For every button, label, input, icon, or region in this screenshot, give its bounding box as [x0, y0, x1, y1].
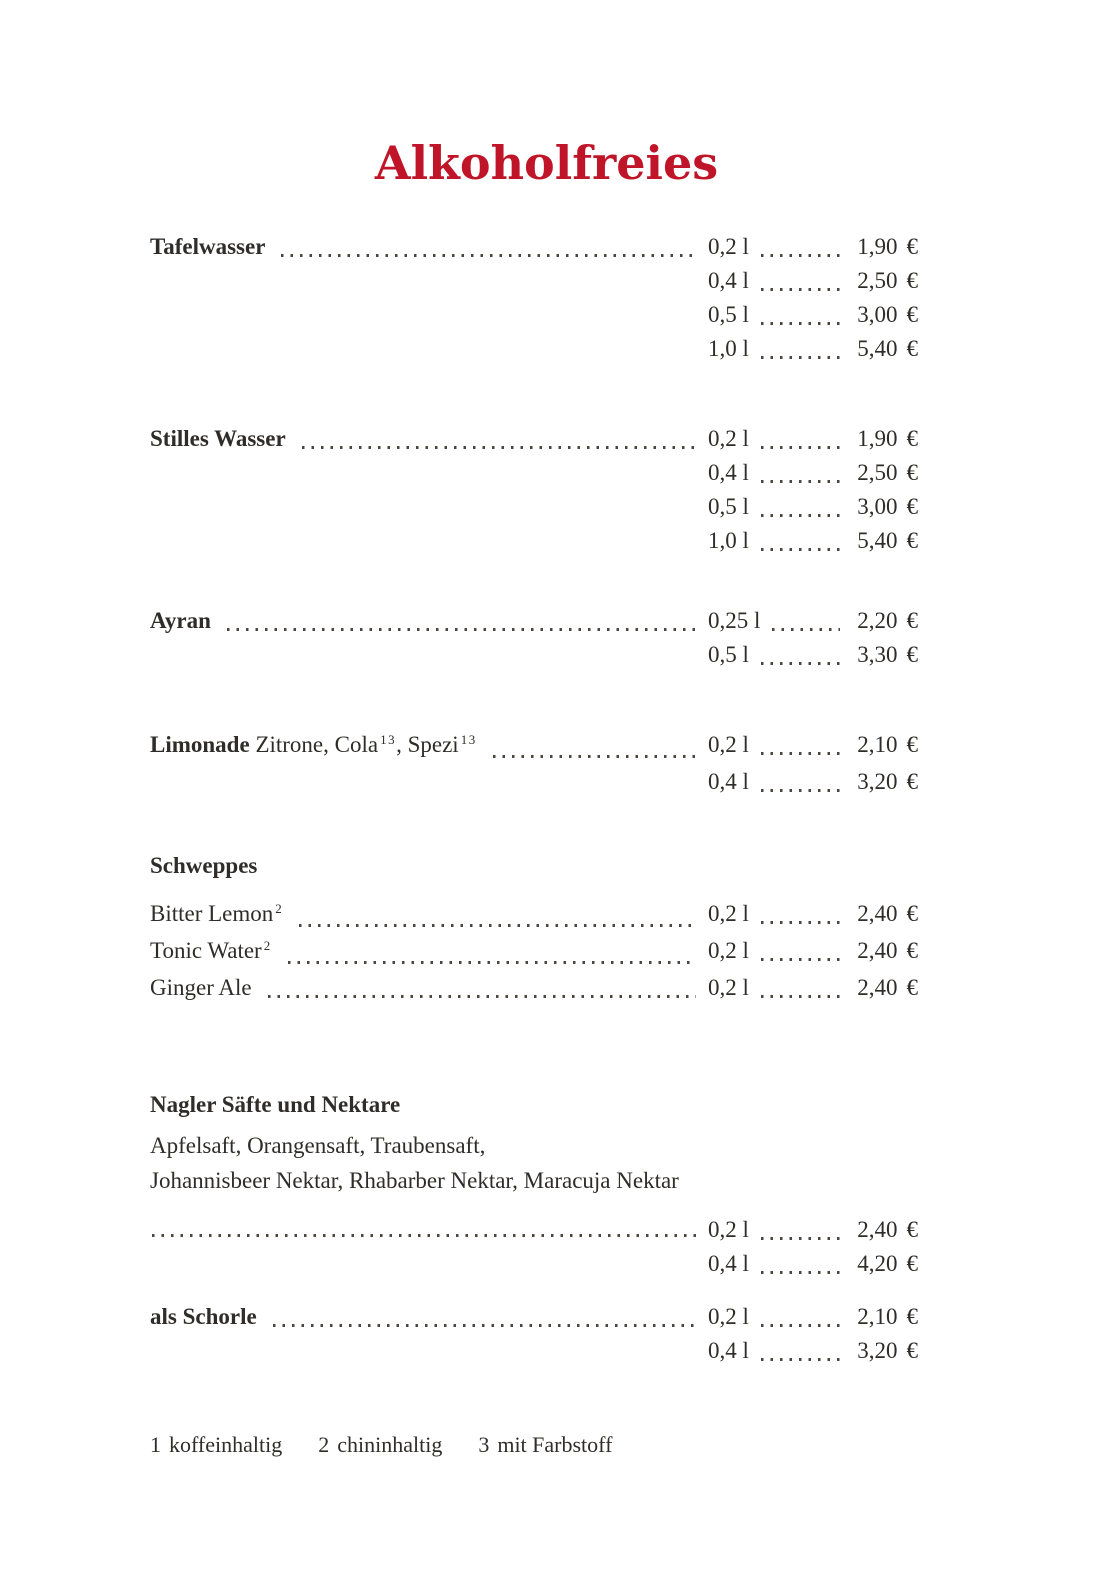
- menu-row: [150, 638, 918, 672]
- dotted-leader: [761, 1324, 840, 1327]
- currency-symbol: €: [906, 425, 918, 451]
- menu-row: [150, 765, 918, 799]
- footnote: [150, 1430, 282, 1460]
- price-columns: [708, 1334, 918, 1368]
- price-columns: [708, 456, 918, 490]
- price-value: 1,90: [857, 233, 898, 259]
- price-columns: [708, 1247, 918, 1281]
- dotted-leader: [761, 921, 840, 924]
- dotted-leader: [273, 1324, 696, 1327]
- size-value: 0,2 l: [708, 233, 749, 259]
- price-columns: [708, 264, 918, 298]
- menu-section: [150, 604, 918, 672]
- price-columns: [708, 897, 918, 931]
- menu-row: [150, 524, 918, 558]
- dotted-leader: [761, 322, 840, 325]
- price-columns: [708, 765, 918, 799]
- dotted-leader: [761, 1358, 840, 1361]
- size-value: 0,4 l: [708, 768, 749, 794]
- item-label: als Schorle: [150, 1303, 257, 1329]
- item-name: Ginger Ale: [150, 974, 252, 1000]
- currency-symbol: €: [906, 233, 918, 259]
- price-value: 1,90: [857, 425, 898, 451]
- description-line: Apfelsaft, Orangensaft, Traubensaft,: [150, 1132, 486, 1158]
- menu-row: [150, 971, 918, 1005]
- size-value: 0,2 l: [708, 937, 749, 963]
- dotted-leader: [761, 789, 840, 792]
- footnote-number: 2: [318, 1431, 330, 1457]
- price-columns: [708, 524, 918, 558]
- item-lead: [150, 934, 708, 971]
- section-header: Nagler Säfte und Nektare: [150, 1091, 401, 1117]
- price-value: 2,10: [857, 1303, 898, 1329]
- item-lead: [150, 728, 708, 765]
- menu-row: [150, 728, 918, 765]
- currency-symbol: €: [906, 335, 918, 361]
- dotted-leader: [152, 1234, 696, 1237]
- dotted-leader: [761, 288, 840, 291]
- size-value: 0,2 l: [708, 731, 749, 757]
- item-label: Tafelwasser: [150, 233, 266, 259]
- size-value: 0,2 l: [708, 1303, 749, 1329]
- price-value: 2,20: [857, 607, 898, 633]
- dotted-leader: [493, 755, 696, 758]
- item-name: Bitter Lemon: [150, 900, 274, 926]
- menu-row: [150, 934, 918, 971]
- price-value: 5,40: [857, 527, 898, 553]
- item-lead: [150, 230, 708, 264]
- price-columns: [708, 1213, 918, 1247]
- size-value: 0,5 l: [708, 641, 749, 667]
- price-value: 3,00: [857, 493, 898, 519]
- dotted-leader: [761, 1271, 840, 1274]
- price-value: 3,20: [857, 768, 898, 794]
- currency-symbol: €: [906, 641, 918, 667]
- footnote-reference: 13: [460, 731, 477, 747]
- item-label: Ayran: [150, 607, 211, 633]
- menu-row: [150, 1247, 918, 1281]
- menu-section: [150, 1088, 918, 1281]
- menu-row: [150, 490, 918, 524]
- price-columns: [708, 490, 918, 524]
- currency-symbol: €: [906, 459, 918, 485]
- menu-row: [150, 332, 918, 366]
- size-value: 0,2 l: [708, 425, 749, 451]
- price-value: 2,40: [857, 937, 898, 963]
- description-line: Johannisbeer Nektar, Rhabarber Nektar, Maracuja Nektar: [150, 1167, 679, 1193]
- price-value: 4,20: [857, 1250, 898, 1276]
- price-value: 5,40: [857, 335, 898, 361]
- menu-section: [150, 728, 918, 799]
- footnote-text: chininhaltig: [337, 1431, 443, 1457]
- item-lead: [150, 1300, 708, 1334]
- size-value: 0,2 l: [708, 974, 749, 1000]
- currency-symbol: €: [906, 493, 918, 519]
- item-description: , Spezi: [396, 731, 459, 757]
- menu-row: [150, 422, 918, 456]
- menu-section: [150, 422, 918, 558]
- footnote: [478, 1430, 612, 1460]
- dotted-leader: [772, 628, 839, 631]
- size-value: 0,4 l: [708, 1337, 749, 1363]
- price-columns: [708, 934, 918, 968]
- item-lead: [150, 604, 708, 638]
- footnote-text: koffeinhaltig: [169, 1431, 283, 1457]
- item-lead: [150, 1234, 708, 1244]
- item-lead: [150, 897, 708, 934]
- currency-symbol: €: [906, 1216, 918, 1242]
- price-value: 3,30: [857, 641, 898, 667]
- footnote-text: mit Farbstoff: [497, 1431, 613, 1457]
- menu-row: [150, 1300, 918, 1334]
- item-label: Stilles Wasser: [150, 425, 286, 451]
- size-value: 0,5 l: [708, 493, 749, 519]
- currency-symbol: €: [906, 301, 918, 327]
- menu-sections: [150, 230, 918, 1368]
- footnote: [318, 1430, 442, 1460]
- currency-symbol: €: [906, 1250, 918, 1276]
- menu-row: [150, 604, 918, 638]
- price-columns: [708, 604, 918, 638]
- price-columns: [708, 422, 918, 456]
- dotted-leader: [281, 254, 696, 257]
- currency-symbol: €: [906, 768, 918, 794]
- section-header: Schweppes: [150, 852, 258, 878]
- footnote-number: 3: [478, 1431, 490, 1457]
- currency-symbol: €: [906, 267, 918, 293]
- currency-symbol: €: [906, 527, 918, 553]
- size-value: 0,2 l: [708, 900, 749, 926]
- currency-symbol: €: [906, 1303, 918, 1329]
- dotted-leader: [299, 924, 696, 927]
- footnote-reference: 2: [263, 937, 272, 953]
- currency-symbol: €: [906, 731, 918, 757]
- dotted-leader: [288, 961, 696, 964]
- dotted-leader: [302, 446, 696, 449]
- price-value: 2,50: [857, 267, 898, 293]
- size-value: 0,2 l: [708, 1216, 749, 1242]
- menu-row: [150, 230, 918, 264]
- price-columns: [708, 298, 918, 332]
- item-description: Zitrone, Cola: [249, 731, 379, 757]
- size-value: 0,4 l: [708, 459, 749, 485]
- dotted-leader: [227, 628, 696, 631]
- footnote-number: 1: [150, 1431, 161, 1457]
- price-value: 2,10: [857, 731, 898, 757]
- price-value: 2,50: [857, 459, 898, 485]
- dotted-leader: [761, 662, 840, 665]
- dotted-leader: [761, 356, 840, 359]
- menu-row: [150, 264, 918, 298]
- dotted-leader: [761, 995, 840, 998]
- item-name: Tonic Water: [150, 937, 262, 963]
- price-columns: [708, 971, 918, 1005]
- page-title: Alkoholfreies: [374, 136, 719, 190]
- price-value: 2,40: [857, 1216, 898, 1242]
- dotted-leader: [761, 752, 840, 755]
- size-value: 0,4 l: [708, 1250, 749, 1276]
- price-value: 2,40: [857, 974, 898, 1000]
- price-columns: [708, 728, 918, 762]
- price-value: 3,20: [857, 1337, 898, 1363]
- price-columns: [708, 1300, 918, 1334]
- item-lead: [150, 971, 708, 1005]
- size-value: 0,5 l: [708, 301, 749, 327]
- dotted-leader: [761, 480, 840, 483]
- dotted-leader: [761, 446, 840, 449]
- currency-symbol: €: [906, 974, 918, 1000]
- dotted-leader: [761, 1237, 840, 1240]
- section-description: [150, 1128, 918, 1198]
- item-lead: [150, 422, 708, 456]
- menu-row: [150, 298, 918, 332]
- price-value: 3,00: [857, 301, 898, 327]
- currency-symbol: €: [906, 937, 918, 963]
- size-value: 1,0 l: [708, 335, 749, 361]
- size-value: 1,0 l: [708, 527, 749, 553]
- currency-symbol: €: [906, 1337, 918, 1363]
- menu-row: [150, 1213, 918, 1247]
- price-columns: [708, 332, 918, 366]
- dotted-leader: [761, 514, 840, 517]
- size-value: 0,25 l: [708, 607, 761, 633]
- menu-section: [150, 1300, 918, 1368]
- item-label: Limonade: [150, 731, 250, 757]
- footnote-reference: 2: [275, 900, 284, 916]
- dotted-leader: [268, 995, 696, 998]
- menu-section: [150, 230, 918, 366]
- price-columns: [708, 230, 918, 264]
- dotted-leader: [761, 254, 840, 257]
- dotted-leader: [761, 958, 840, 961]
- footnote-reference: 13: [380, 731, 397, 747]
- dotted-leader: [761, 548, 840, 551]
- footnotes: [150, 1430, 918, 1460]
- size-value: 0,4 l: [708, 267, 749, 293]
- menu-row: [150, 456, 918, 490]
- menu-section: [150, 849, 918, 1005]
- currency-symbol: €: [906, 607, 918, 633]
- currency-symbol: €: [906, 900, 918, 926]
- price-value: 2,40: [857, 900, 898, 926]
- price-columns: [708, 638, 918, 672]
- menu-row: [150, 1334, 918, 1368]
